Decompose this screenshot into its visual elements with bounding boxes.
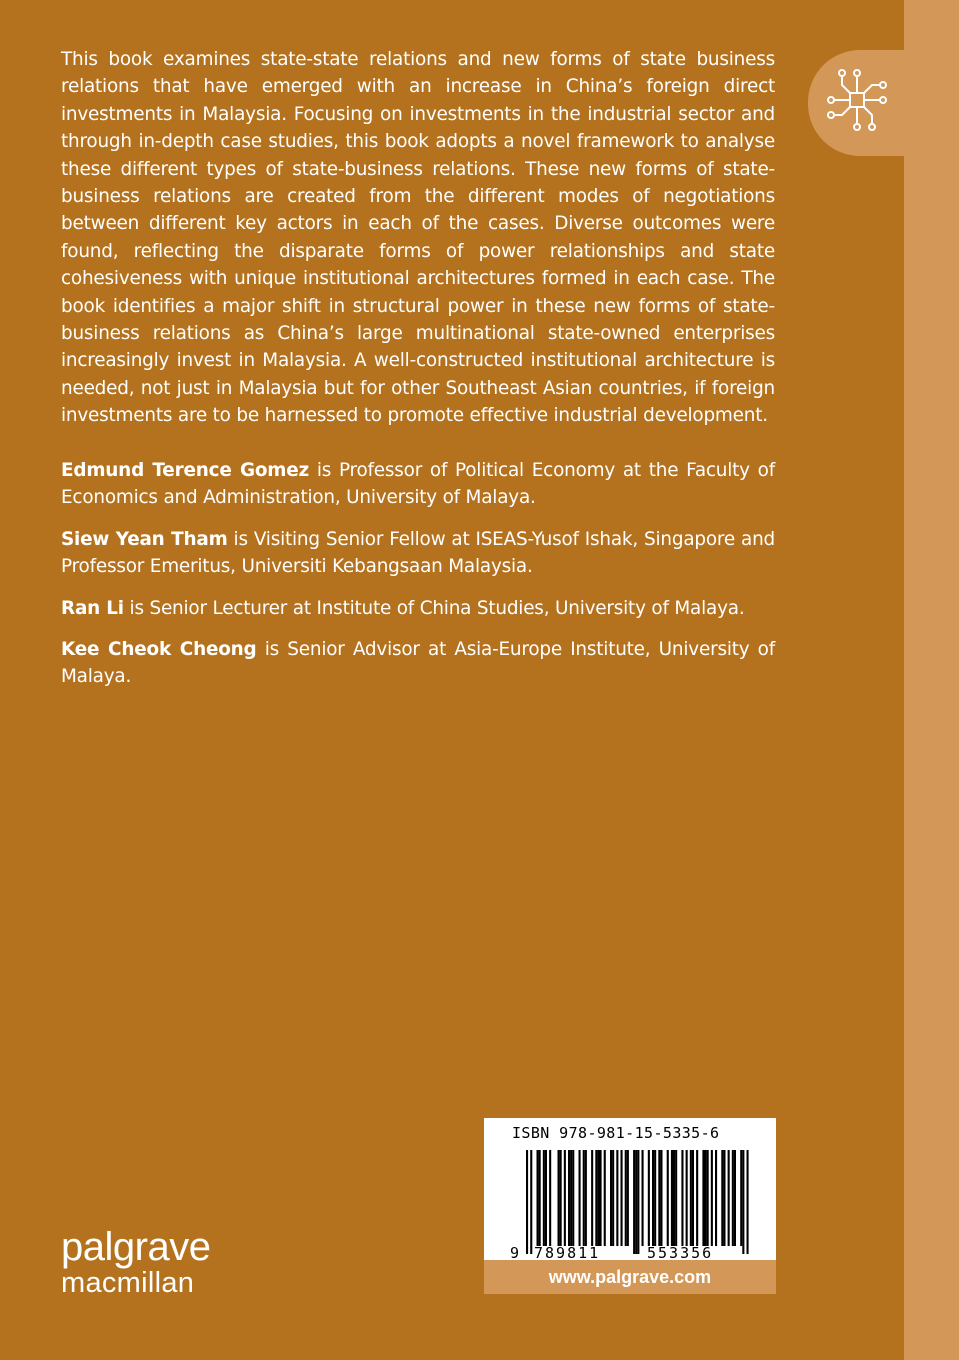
barcode-bar: [558, 1150, 560, 1246]
barcode-bar: [579, 1150, 581, 1246]
barcode-bar: [597, 1150, 599, 1246]
barcode-bar: [543, 1150, 545, 1246]
isbn-barcode: [484, 1118, 776, 1260]
spine-strip: [904, 0, 959, 1360]
barcode-bar: [658, 1150, 660, 1246]
barcode-bar: [642, 1150, 644, 1246]
barcode-digit-first: 9: [510, 1244, 522, 1260]
barcode-bar: [591, 1150, 593, 1246]
barcode-bar: [721, 1150, 723, 1246]
barcode-bar: [690, 1150, 692, 1246]
barcode-bar: [702, 1150, 704, 1246]
barcode-bar: [654, 1150, 656, 1246]
barcode-bar: [715, 1150, 717, 1246]
barcode-bar: [734, 1150, 736, 1246]
publisher-name-line2: macmillan: [61, 1267, 195, 1299]
barcode-bar: [705, 1150, 707, 1246]
barcode-bar: [637, 1150, 639, 1254]
barcode-bar: [732, 1150, 734, 1246]
barcode-bar: [570, 1150, 572, 1246]
author-name: Kee Cheok Cheong: [61, 639, 257, 660]
barcode-bar: [545, 1150, 547, 1246]
barcode-bar: [696, 1150, 698, 1246]
barcode-bar: [707, 1150, 709, 1246]
barcode-bar: [692, 1150, 694, 1246]
barcode-bar: [539, 1150, 541, 1246]
barcode-bar: [530, 1150, 532, 1254]
publisher-logo-badge: [808, 50, 918, 156]
barcode-bar: [711, 1150, 713, 1246]
publisher-logo: [61, 1225, 211, 1300]
author-description: is Visiting Senior Fellow at ISEAS-Yusof Ishak, Singapore and Professor Emeritus, Universiti Kebangsaan Malaysia.: [61, 529, 775, 578]
barcode-bar: [742, 1150, 744, 1254]
book-description: This book examines state-state relations and new forms of state business relations that have emerged with an increase in China’s foreign direct investments in Malaysia. Focusing on investments in the industrial sector and through in-depth case studies, this book adopts a novel framework to analyse these different types of state-business relations. These new forms of state-business relations are created from the different modes of negotiations between different key actors in each of the cases. Diverse outcomes were found, reflecting the disparate forms of power relationships and state cohesiveness with unique institutional architectures formed in each case. The book identifies a major shift in structural power in these new forms of state-business relations as China’s large multinational state-owned enterprises increasingly invest in Malaysia. A well-constructed institutional architecture is needed, not just in Malaysia but for other Southeast Asian countries, if foreign investments are to be harnessed to promote effective industrial development.: [61, 49, 775, 427]
author-name: Edmund Terence Gomez: [61, 460, 310, 481]
author-description: is Professor of Political Economy at the Faculty of Economics and Administration, University of Malaya.: [61, 460, 775, 509]
barcode-bar: [564, 1150, 566, 1246]
barcode-bar: [671, 1150, 673, 1246]
isbn-label: ISBN 978-981-15-5335-6: [512, 1124, 720, 1142]
author-bio-li: [61, 595, 775, 622]
barcode-bar: [660, 1150, 662, 1246]
publisher-name-line1: palgrave: [61, 1225, 211, 1269]
barcode-bar: [740, 1150, 742, 1246]
author-description: is Senior Lecturer at Institute of China Studies, University of Malaya.: [123, 598, 745, 619]
barcode-digits-left: 789811: [534, 1244, 601, 1260]
barcode-bar: [681, 1150, 683, 1246]
barcode-bar: [652, 1150, 654, 1246]
barcode-bar: [625, 1150, 627, 1246]
barcode-bar: [673, 1150, 675, 1246]
barcode-bar: [585, 1150, 587, 1246]
barcode-digits-right: 553356: [647, 1244, 714, 1260]
barcode-bar: [595, 1150, 597, 1246]
barcode-bar: [583, 1150, 585, 1246]
barcode-bar: [621, 1150, 623, 1246]
barcode-bar: [686, 1150, 688, 1246]
barcode-bar: [568, 1150, 570, 1246]
barcode-bar: [612, 1150, 614, 1246]
barcode-bar: [616, 1150, 618, 1246]
barcode-bar: [723, 1150, 725, 1246]
barcode-bar: [537, 1150, 539, 1246]
barcode-bar: [627, 1150, 629, 1246]
barcode-bars: [484, 1118, 776, 1260]
barcode-bar: [675, 1150, 677, 1246]
palgrave-network-icon: [822, 62, 894, 140]
barcode-bar: [747, 1150, 749, 1254]
barcode-bar: [648, 1150, 650, 1246]
barcode-bar: [610, 1150, 612, 1246]
author-name: Siew Yean Tham: [61, 529, 228, 550]
publisher-url: www.palgrave.com: [484, 1260, 776, 1294]
author-name: Ran Li: [61, 598, 124, 619]
barcode-bar: [526, 1150, 528, 1254]
barcode-bar: [572, 1150, 574, 1246]
author-bio-tham: [61, 526, 775, 581]
barcode-bar: [728, 1150, 730, 1246]
author-bio-gomez: [61, 457, 775, 512]
barcode-bar: [560, 1150, 562, 1246]
author-description: is Senior Advisor at Asia-Europe Institute, University of Malaya.: [61, 639, 775, 688]
barcode-bar: [667, 1150, 669, 1246]
barcode-bar: [633, 1150, 635, 1254]
barcode-bar: [604, 1150, 606, 1246]
barcode-bar: [600, 1150, 602, 1246]
barcode-bar: [635, 1150, 637, 1254]
author-bio-cheong: [61, 636, 775, 691]
barcode-bar: [549, 1150, 551, 1246]
